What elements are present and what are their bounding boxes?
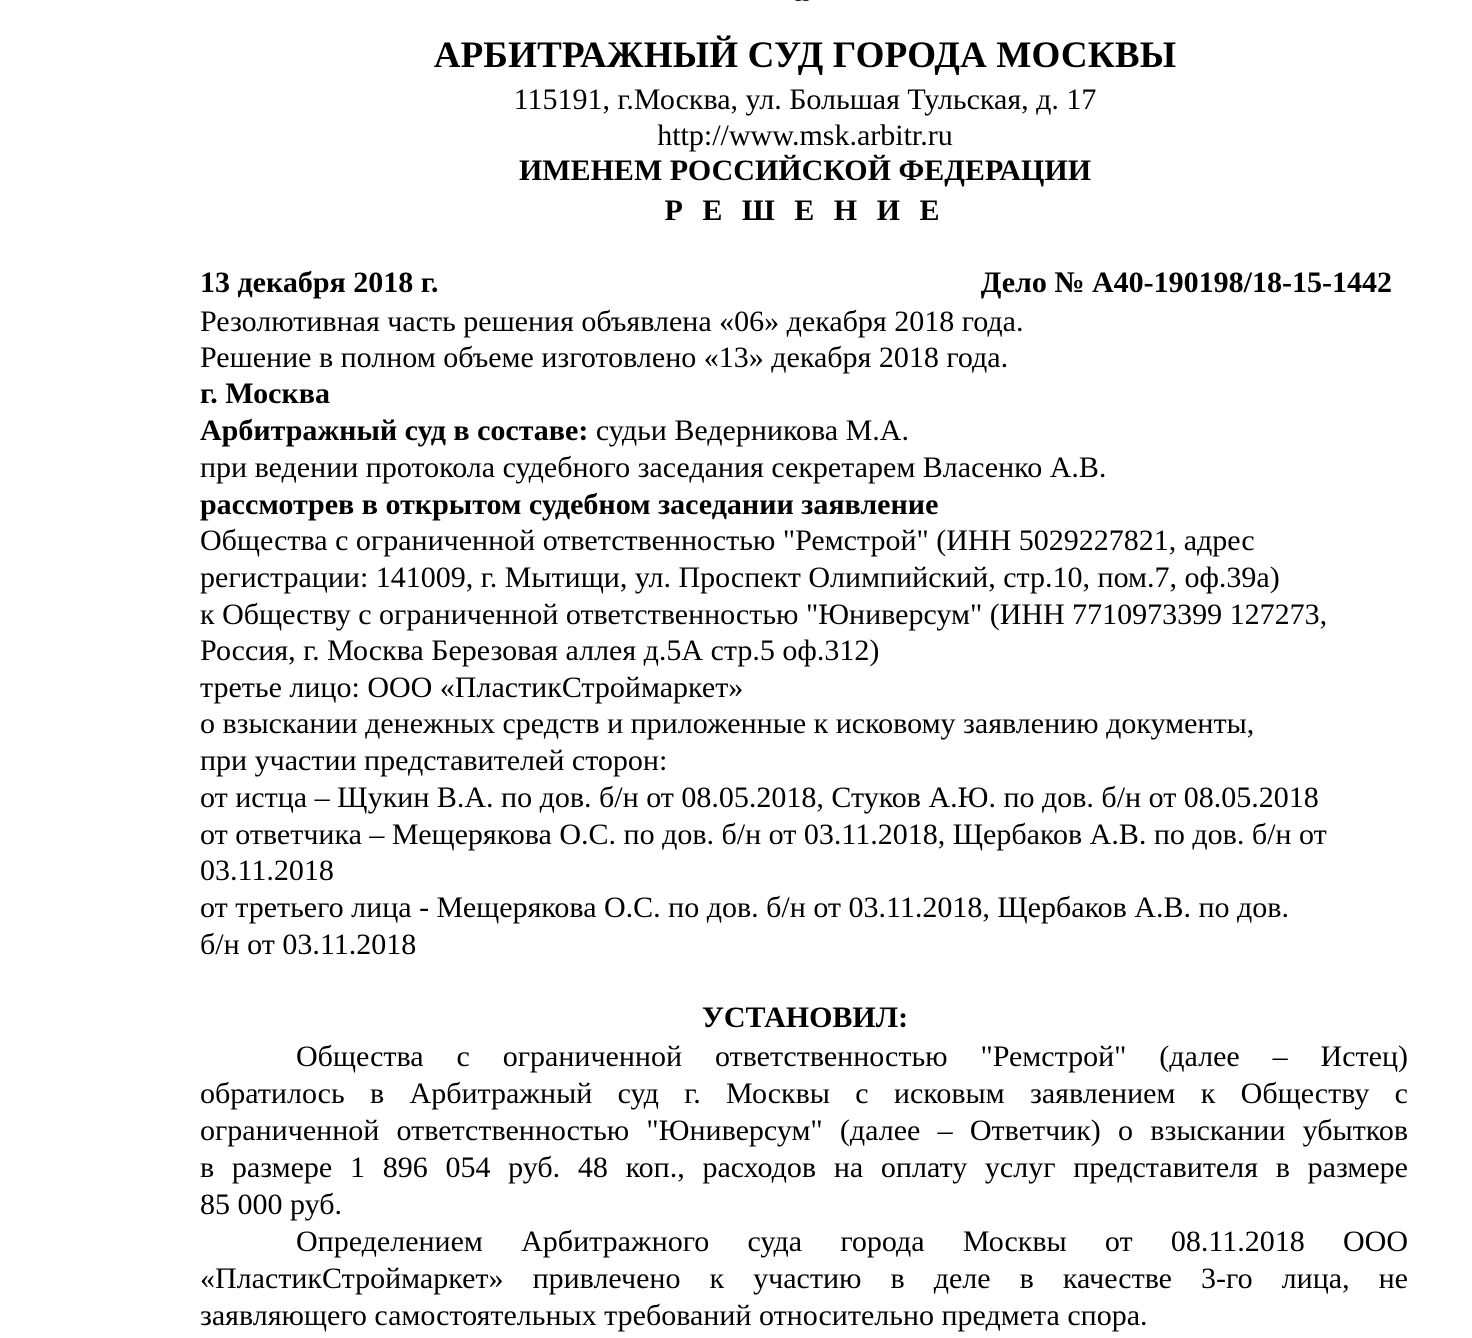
established-heading: УСТАНОВИЛ:	[701, 1001, 909, 1034]
defendant-line-2: Россия, г. Москва Березовая аллея д.5А стр.5 оф.312)	[200, 634, 880, 667]
court-name: АРБИТРАЖНЫЙ СУД ГОРОДА МОСКВЫ	[433, 35, 1177, 76]
paragraph-1-line-5: 85 000 руб.	[200, 1188, 342, 1221]
full-decision-made: Решение в полном объеме изготовлено «13» декабря 2018 года.	[200, 341, 1009, 374]
participation-heading: при участии представителей сторон:	[200, 744, 668, 777]
city: г. Москва	[200, 377, 330, 410]
paragraph-1-line-4: в размере 1 896 054 руб. 48 коп., расходов на оплату услуг представителя в размере	[200, 1151, 1408, 1184]
document-type: Р Е Ш Е Н И Е	[664, 194, 946, 227]
in-the-name-heading: ИМЕНЕМ РОССИЙСКОЙ ФЕДЕРАЦИИ	[518, 154, 1092, 187]
paragraph-2-line-1: Определением Арбитражного суда города Москвы от 08.11.2018 ООО	[296, 1225, 1408, 1258]
paragraph-2-line-3: заявляющего самостоятельных требований относительно предмета спора.	[200, 1299, 1148, 1332]
third-party-representatives-line-1: от третьего лица - Мещерякова О.С. по дов. б/н от 03.11.2018, Щербаков А.В. по дов.	[200, 891, 1289, 924]
defendant-representatives-line-2: 03.11.2018	[200, 854, 334, 887]
court-composition-label: Арбитражный суд в составе:	[200, 414, 589, 447]
defendant-line-1: к Обществу с ограниченной ответственностью "Юниверсум" (ИНН 7710973399 127273,	[200, 598, 1328, 631]
court-composition	[200, 413, 909, 449]
coat-of-arms-emblem	[787, 0, 817, 6]
secretary-line: при ведении протокола судебного заседания секретарем Власенко А.В.	[200, 451, 1107, 484]
court-address: 115191, г.Москва, ул. Большая Тульская, д. 17	[513, 83, 1097, 116]
judge-name: судьи Ведерникова М.А.	[588, 414, 909, 447]
plaintiff-line-1: Общества с ограниченной ответственностью "Ремстрой" (ИНН 5029227821, адрес	[200, 524, 1255, 557]
claim-subject: о взыскании денежных средств и приложенные к исковому заявлению документы,	[200, 707, 1255, 740]
resolution-announced: Резолютивная часть решения объявлена «06» декабря 2018 года.	[200, 305, 1024, 338]
paragraph-2-line-2: «ПластикСтроймаркет» привлечено к участию в деле в качестве 3-го лица, не	[200, 1262, 1408, 1295]
court-website[interactable]: http://www.msk.arbitr.ru	[657, 119, 953, 152]
third-party: третье лицо: ООО «ПластикСтроймаркет»	[200, 671, 744, 704]
paragraph-1-line-1: Общества с ограниченной ответственностью "Ремстрой" (далее – Истец)	[296, 1040, 1408, 1073]
plaintiff-line-2: регистрации: 141009, г. Мытищи, ул. Проспект Олимпийский, стр.10, пом.7, оф.39а)	[200, 561, 1280, 594]
considered-label: рассмотрев в открытом судебном заседании заявление	[200, 488, 939, 521]
paragraph-1-line-2: обратилось в Арбитражный суд г. Москвы с исковым заявлением к Обществу с	[200, 1077, 1408, 1110]
plaintiff-representatives: от истца – Щукин В.А. по дов. б/н от 08.05.2018, Стуков А.Ю. по дов. б/н от 08.05.2018	[200, 781, 1319, 814]
case-number: Дело № А40-190198/18-15-1442	[980, 266, 1392, 299]
paragraph-1-line-3: ограниченной ответственностью "Юниверсум" (далее – Ответчик) о взыскании убытков	[200, 1114, 1408, 1147]
third-party-representatives-line-2: б/н от 03.11.2018	[200, 928, 417, 961]
decision-date: 13 декабря 2018 г.	[200, 266, 439, 299]
defendant-representatives-line-1: от ответчика – Мещерякова О.С. по дов. б/н от 03.11.2018, Щербаков А.В. по дов. б/н от	[200, 818, 1327, 851]
